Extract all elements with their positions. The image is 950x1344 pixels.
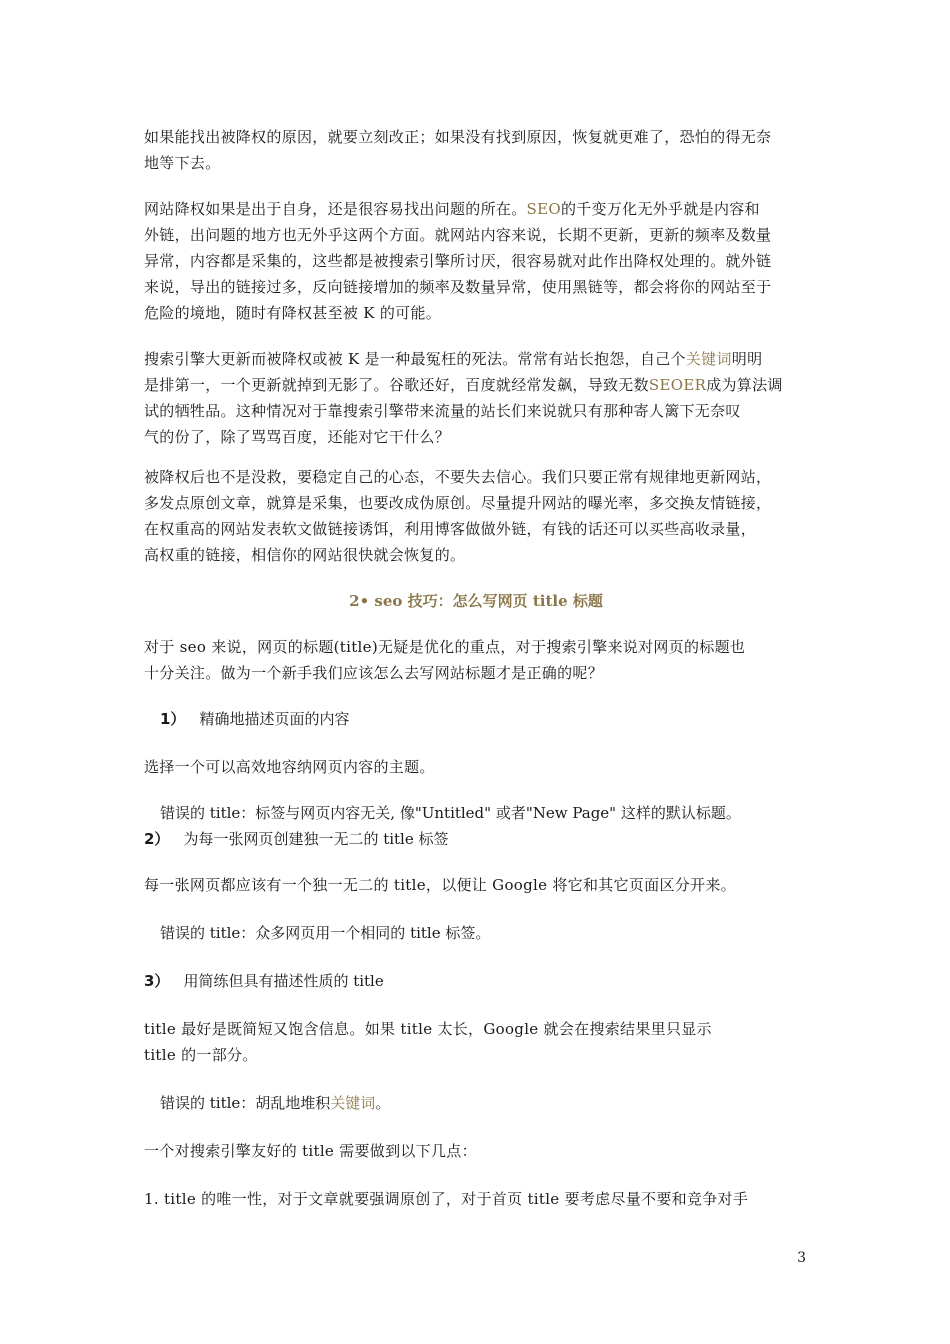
text-line — [144, 372, 808, 398]
paragraph-unique-title — [144, 872, 808, 898]
paragraph-algorithm-update — [144, 346, 808, 450]
text-line: 试的牺牲品。这种情况对于靠搜索引擎带来流量的站长们来说就只有那种寄人篱下无奈叹 — [144, 402, 741, 420]
list-item-text: 精确地描述页面的内容 — [199, 710, 350, 728]
text-line: 如果能找出被降权的原因，就要立刻改正；如果没有找到原因，恢复就更难了，恐怕的得无奈 — [144, 128, 772, 146]
list-number: 2） — [144, 830, 170, 848]
page-number: 3 — [797, 1250, 806, 1266]
paragraph-title-importance — [144, 634, 808, 686]
list-item-text: 用简练但具有描述性质的 title — [183, 972, 384, 990]
text-line: 被降权后也不是没救，要稳定自己的心态，不要失去信心。我们只要正常有规律地更新网站， — [144, 468, 772, 486]
section-heading: 2• seo 技巧：怎么写网页 title 标题 — [349, 592, 603, 610]
list-item-text: 为每一张网页创建独一无二的 title 标签 — [183, 830, 449, 848]
list-number: 3） — [144, 972, 170, 990]
text-line — [144, 346, 808, 372]
paragraph-recovery-tips — [144, 464, 808, 568]
text-line: 选择一个可以高效地容纳网页内容的主题。 — [144, 758, 435, 776]
paragraph-friendly-title — [144, 1138, 808, 1164]
keyword-link-keywords[interactable]: 关键词 — [330, 1094, 376, 1112]
text-segment: 明明 — [731, 350, 763, 368]
wrong-example-1: 错误的 title：标签与网页内容无关, 像"Untitled" 或者"New Page" 这样的默认标题。 — [160, 804, 741, 822]
text-line: 每一张网页都应该有一个独一无二的 title，以便让 Google 将它和其它页面区分开来。 — [144, 876, 736, 894]
text-line: 一个对搜索引擎友好的 title 需要做到以下几点： — [144, 1142, 477, 1160]
text-line: 危险的境地，随时有降权甚至被 K 的可能。 — [144, 304, 442, 322]
text-line: 高权重的链接，相信你的网站很快就会恢复的。 — [144, 546, 466, 564]
list-number: 1） — [160, 710, 186, 728]
keyword-link-keywords[interactable]: 关键词 — [685, 350, 732, 368]
text-segment: 的千变万化无外乎就是内容和 — [560, 200, 760, 218]
paragraph-title-length — [144, 1016, 808, 1068]
wrong-example-3 — [160, 1090, 390, 1116]
text-line: 外链，出问题的地方也无外乎这两个方面。就网站内容来说，长期不更新，更新的频率及数量 — [144, 226, 772, 244]
paragraph-uniqueness — [144, 1186, 808, 1212]
text-segment: 是排第一，一个更新就掉到无影了。谷歌还好，百度就经常发飙，导致无数 — [144, 376, 649, 394]
text-segment: 。 — [375, 1094, 391, 1112]
text-line: 来说，导出的链接过多，反向链接增加的频率及数量异常，使用黑链等，都会将你的网站至于 — [144, 278, 772, 296]
text-line: 异常，内容都是采集的，这些都是被搜索引擎所讨厌，很容易就对此作出降权处理的。就外链 — [144, 252, 772, 270]
paragraph-choose-topic — [144, 754, 808, 780]
text-segment: 搜索引擎大更新而被降权或被 K 是一种最冤枉的死法。常常有站长抱怨，自己个 — [144, 350, 686, 368]
list-item-2 — [144, 826, 449, 852]
list-item-3 — [144, 968, 384, 994]
paragraph-self-cause — [144, 196, 808, 326]
list-item-1 — [160, 706, 349, 732]
keyword-link-seoer[interactable]: SEOER — [648, 376, 707, 394]
text-line — [144, 196, 808, 222]
text-segment: 成为算法调 — [706, 376, 783, 394]
text-line: 1. title 的唯一性，对于文章就要强调原创了，对于首页 title 要考虑尽量不要和竞争对手 — [144, 1190, 749, 1208]
text-segment: 网站降权如果是出于自身，还是很容易找出问题的所在。 — [144, 200, 527, 218]
text-line: title 的一部分。 — [144, 1046, 258, 1064]
text-line: title 最好是既简短又饱含信息。如果 title 太长，Google 就会在搜索结果里只显示 — [144, 1020, 712, 1038]
text-line: 对于 seo 来说，网页的标题(title)无疑是优化的重点，对于搜索引擎来说对网页的标题也 — [144, 638, 746, 656]
text-line: 地等下去。 — [144, 154, 221, 172]
text-line: 十分关注。做为一个新手我们应该怎么去写网站标题才是正确的呢？ — [144, 664, 604, 682]
text-line: 多发点原创文章，就算是采集，也要改成伪原创。尽量提升网站的曝光率，多交换友情链接， — [144, 494, 772, 512]
text-line: 气的份了，除了骂骂百度，还能对它干什么？ — [144, 428, 451, 446]
text-line: 在权重高的网站发表软文做链接诱饵，利用博客做做外链，有钱的话还可以买些高收录量， — [144, 520, 757, 538]
wrong-example-2: 错误的 title：众多网页用一个相同的 title 标签。 — [160, 924, 491, 942]
paragraph-recovery-cause — [144, 124, 808, 176]
keyword-link-seo[interactable]: SEO — [526, 200, 561, 218]
text-segment: 错误的 title：胡乱地堆积 — [160, 1094, 331, 1112]
